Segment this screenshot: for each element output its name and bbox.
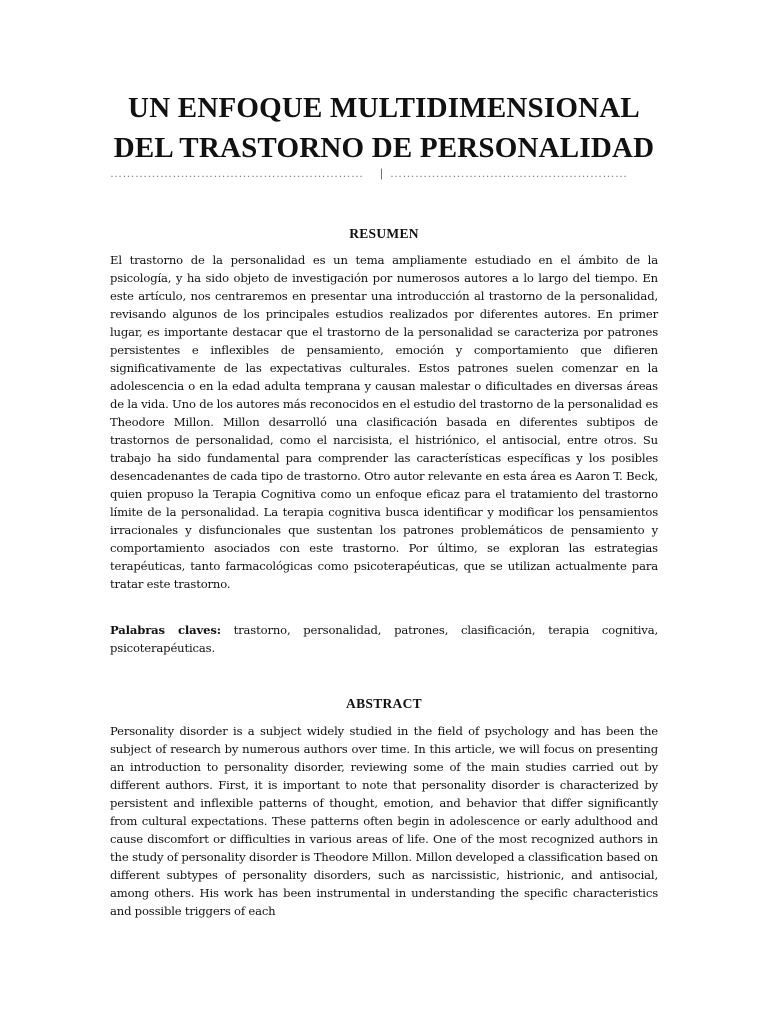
divider-dots-right: ………………………………………………… bbox=[390, 166, 628, 180]
resumen-body: El trastorno de la personalidad es un tema ampliamente estudiado en el ámbito de la psicología, y ha sido objeto de investigación por numerosos autores a lo largo del tiempo. En este artículo, nos centraremos en presentar una introducción al trastorno de la personalidad, revisando algunos de los principales estudios realizados por diferentes autores. En primer lugar, es importante destacar que el trastorno de la personalidad se caracteriza por patrones persistentes e inflexibles de pensamiento, emoción y comportamiento que difieren significativamente de las expectativas culturales. Estos patrones suelen comenzar en la adolescencia o en la edad adulta temprana y causan malestar o dificultades en diversas áreas de la vida. Uno de los autores más reconocidos en el estudio del trastorno de la personalidad es Theodore Millon. Millon desarrolló una clasificación basada en diferentes subtipos de trastornos de personalidad, como el narcisista, el histriónico, el antisocial, entre otros. Su trabajo ha sido fundamental para comprender las características específicas y los posibles desencadenantes de cada tipo de trastorno. Otro autor relevante en esta área es Aaron T. Beck, quien propuso la Terapia Cognitiva como un enfoque eficaz para el tratamiento del trastorno límite de la personalidad. La terapia cognitiva busca identificar y modificar los pensamientos irracionales y disfuncionales que sustentan los patrones problemáticos de pensamiento y comportamiento asociados con este trastorno. Por último, se exploran las estrategias terapéuticas, tanto farmacológicas como psicoterapéuticas, que se utilizan actualmente para tratar este trastorno. bbox=[110, 253, 658, 591]
author-divider bbox=[110, 166, 658, 182]
keywords-list: trastorno, personalidad, patrones, clasificación, terapia cognitiva, psicoterapéuticas. bbox=[110, 623, 658, 655]
abstract-heading: ABSTRACT bbox=[346, 696, 422, 711]
divider-separator: | bbox=[380, 165, 383, 180]
resumen-heading: RESUMEN bbox=[349, 226, 419, 241]
abstract-body: Personality disorder is a subject widely studied in the field of psychology and has been the subject of research by numerous authors over time. In this article, we will focus on presenting an introduction to personality disorder, reviewing some of the main studies carried out by different authors. First, it is important to note that personality disorder is characterized by persistent and inflexible patterns of thought, emotion, and behavior that differ significantly from cultural expectations. These patterns often begin in adolescence or early adulthood and cause discomfort or difficulties in various areas of life. One of the most recognized authors in the study of personality disorder is Theodore Millon. Millon developed a classification based on different subtypes of personality disorders, such as narcissistic, histrionic, and antisocial, among others. His work has been instrumental in understanding the specific characteristics and possible triggers of each bbox=[110, 724, 658, 918]
keywords-paragraph bbox=[110, 621, 658, 657]
keywords-label: Palabras claves: bbox=[110, 623, 221, 637]
document-title bbox=[0, 88, 768, 168]
title-line-1: UN ENFOQUE MULTIDIMENSIONAL bbox=[128, 92, 640, 124]
divider-dots-left: ……………….…………………………………… bbox=[110, 166, 364, 180]
title-line-2: DEL TRASTORNO DE PERSONALIDAD bbox=[113, 132, 655, 164]
